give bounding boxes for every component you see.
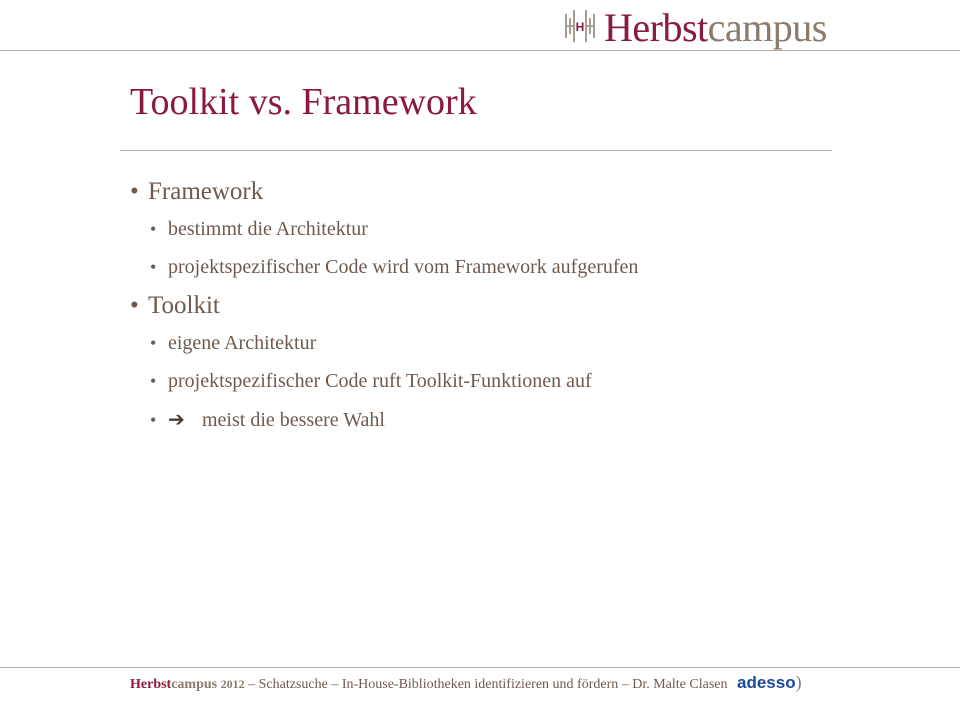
bullet-toolkit	[130, 288, 638, 324]
footer-brand-campus: campus	[171, 677, 218, 692]
svg-text:H: H	[575, 20, 585, 34]
sub-bullet-label: meist die bessere Wahl	[202, 409, 385, 431]
bullet-icon: •	[150, 371, 157, 391]
bullet-icon: •	[130, 178, 139, 205]
bullet-label: Framework	[148, 178, 264, 205]
footer-year: 2012	[220, 677, 245, 691]
herbstcampus-h-mark-icon	[562, 8, 598, 44]
adesso-logo-bracket: )	[795, 672, 802, 692]
bullet-list	[130, 174, 638, 438]
sub-bullet-label: eigene Architektur	[168, 332, 317, 354]
bullet-icon: •	[150, 219, 157, 239]
sub-bullet	[130, 248, 638, 286]
footer	[130, 672, 802, 695]
footer-rule	[0, 667, 960, 668]
footer-text: – Schatzsuche – In-House-Bibliotheken identifizieren und fördern – Dr. Malte Clasen	[244, 677, 728, 692]
herbstcampus-logo	[562, 6, 827, 50]
arrow-right-icon: ➔	[168, 407, 185, 431]
bullet-icon: •	[150, 257, 157, 277]
sub-bullet	[130, 324, 638, 362]
bullet-label: Toolkit	[148, 292, 220, 319]
sub-bullet-label: projektspezifischer Code wird vom Framework aufgerufen	[168, 256, 639, 278]
sub-bullet	[130, 362, 638, 400]
bullet-icon: •	[150, 333, 157, 353]
footer-brand-herbst: Herbst	[130, 677, 172, 692]
logo-wordmark-campus: campus	[707, 5, 827, 50]
header-rule	[0, 50, 960, 51]
bullet-framework	[130, 174, 638, 210]
logo-wordmark-herbst: Herbst	[604, 5, 708, 50]
sub-bullet-label: bestimmt die Architektur	[168, 218, 368, 240]
sub-bullet	[130, 210, 638, 248]
slide-title: Toolkit vs. Framework	[130, 81, 477, 123]
bullet-icon: •	[150, 410, 157, 430]
adesso-logo: adesso	[737, 673, 796, 692]
logo-wordmark	[604, 6, 827, 50]
sub-bullet	[130, 400, 638, 438]
sub-bullet-label: projektspezifischer Code ruft Toolkit-Funktionen auf	[168, 370, 592, 392]
bullet-icon: •	[130, 292, 139, 319]
title-rule	[120, 150, 832, 151]
